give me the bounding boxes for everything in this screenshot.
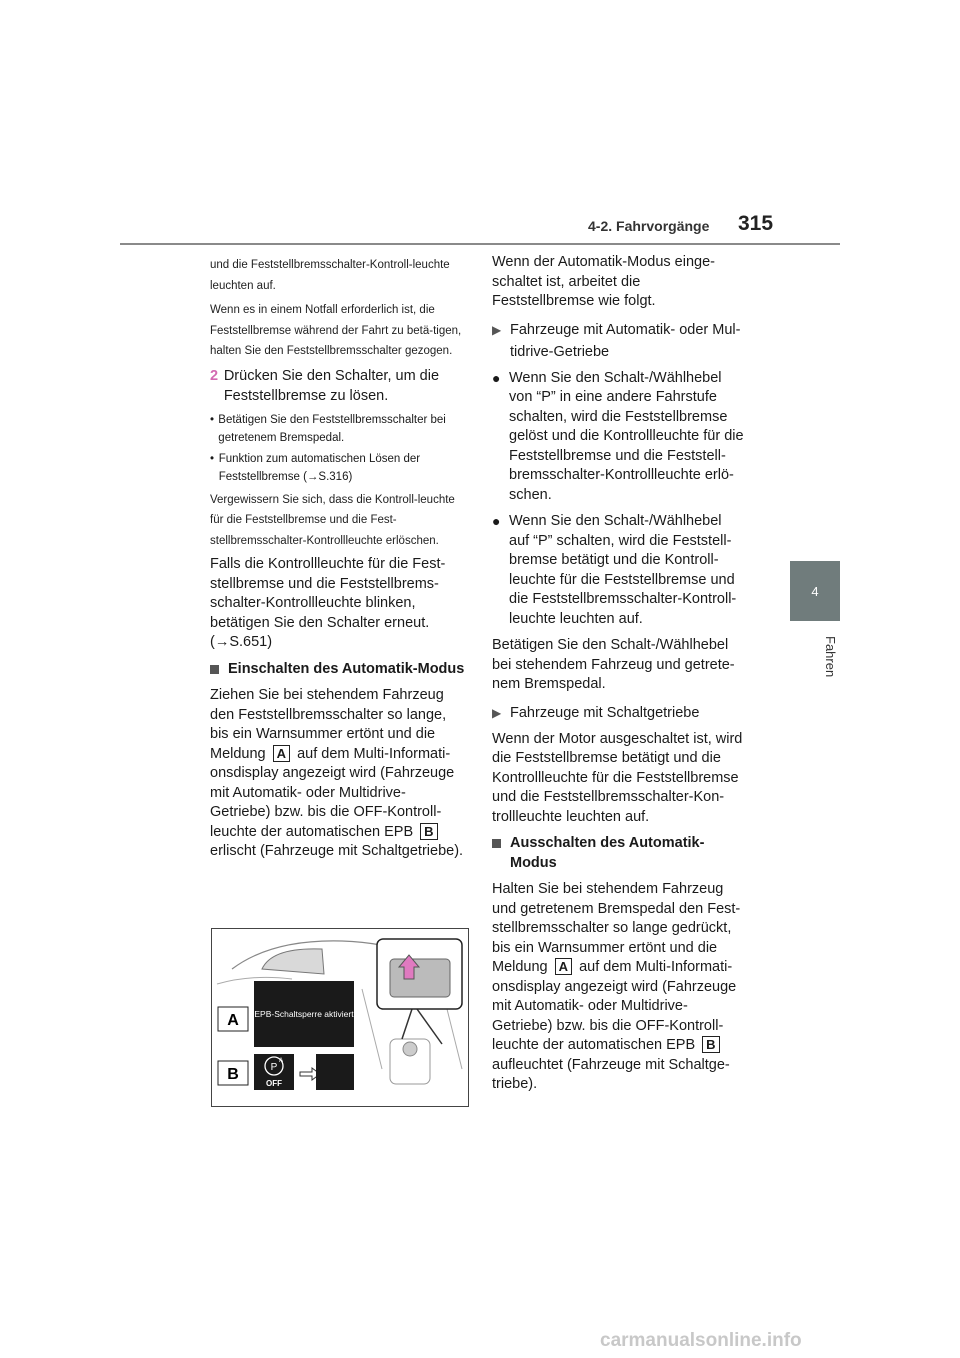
page-reference-link[interactable]: Funktion zum automatischen Lösen der Feststellbremse (→S.316): [218, 452, 421, 483]
text: auf dem Multi-Informati-onsdisplay angezeigt wird (Fahrzeuge mit Automatik- oder Multidrive-Getriebe) bzw. bis die OFF-Kontroll-leuchte der automatischen EPB: [492, 959, 737, 1053]
subheading-text: Ausschalten des Automatik-Modus: [510, 835, 705, 871]
label-b: B: [227, 1066, 239, 1083]
display-message: EPB-Schaltsperre aktiviert: [254, 1009, 354, 1019]
epb-p: P: [270, 1062, 278, 1073]
indicator-off-state: [316, 1054, 354, 1090]
list-item: [492, 369, 744, 506]
text: Halten Sie bei stehendem Fahrzeug und getretenem Bremspedal den Fest-stellbremsschalter so lange gedrückt, bis ein Warnsummer ertönt und die Meldung: [492, 881, 741, 975]
circle-bullet-icon: ●: [492, 513, 501, 529]
vehicle-type-item: [492, 319, 744, 363]
vehicle-type-text: Fahrzeuge mit Schaltgetriebe: [510, 704, 700, 721]
bullet-icon: •: [210, 452, 215, 465]
paragraph: Wenn der Automatik-Modus einge-schaltet ist, arbeitet die Feststellbremse wie folgt.: [492, 254, 715, 309]
triangle-bullet-icon: ▶: [492, 322, 502, 337]
circle-bullet-icon: ●: [492, 369, 501, 386]
step-2: [210, 366, 465, 407]
paragraph: und die Feststellbremsschalter-Kontroll-leuchte leuchten auf.: [210, 259, 450, 292]
illustration: [211, 928, 469, 1107]
header-divider: [120, 243, 840, 245]
paragraph: [210, 686, 465, 862]
cockpit-illustration: [212, 929, 468, 1106]
section-title: 4-2. Fahrvorgänge: [588, 218, 710, 234]
list-item-text: Wenn Sie den Schalt-/Wählhebel auf “P” schalten, wird die Feststell-bremse betätigt und die Kontroll-leuchte für die Feststellbremse und die Feststellbremsschalter-Kontroll-leuchte leuchten auf.: [509, 513, 737, 627]
left-column: [210, 255, 465, 869]
text: erlischt (Fahrzeuge mit Schaltgetriebe).: [210, 843, 464, 859]
parking-brake-switch: [390, 959, 450, 997]
right-column: [492, 253, 744, 1102]
label-a-box: A: [555, 958, 572, 975]
paragraph: [492, 880, 744, 1095]
chapter-label: Fahren: [823, 636, 838, 678]
label-a-box: A: [273, 745, 290, 762]
list-item: [492, 512, 744, 629]
subheading-enable-auto: [210, 660, 465, 680]
callout-line: [402, 1009, 412, 1039]
list-item-text: Betätigen Sie den Feststellbremsschalter bei getretenem Bremspedal.: [218, 413, 446, 444]
label-b-box: B: [420, 823, 437, 840]
subheading-text: Einschalten des Automatik-Modus: [228, 660, 465, 677]
chapter-tab[interactable]: [790, 561, 840, 621]
step-number: 2: [210, 367, 219, 384]
square-bullet-icon: [492, 839, 501, 848]
label-a: A: [227, 1012, 239, 1029]
paragraph: Vergewissern Sie sich, dass die Kontroll-leuchte für die Feststellbremse und die Fest-stellbremsschalter-Kontrollleuchte erlöschen.: [210, 493, 455, 547]
vehicle-type-text: Fahrzeuge mit Automatik- oder Mul-tidrive-Getriebe: [510, 321, 741, 360]
list-item: [210, 411, 465, 448]
text: auf dem Multi-Informati-onsdisplay angezeigt wird (Fahrzeuge mit Automatik- oder Multidrive-Getriebe) bzw. bis die OFF-Kontroll-leuchte der automatischen EPB: [210, 745, 455, 840]
gear-knob: [403, 1042, 417, 1056]
paragraph: Falls die Kontrollleuchte für die Fest-stellbremse und die Feststellbrems-schalter-Kontrollleuchte blinken, betätigen Sie den Schalter erneut. (→S.651): [210, 556, 446, 650]
bullet-icon: •: [210, 413, 215, 426]
list-item: [210, 450, 465, 487]
watermark: carmanualsonline.info: [600, 1330, 802, 1351]
triangle-bullet-icon: ▶: [492, 705, 502, 720]
square-bullet-icon: [210, 665, 219, 674]
epb-a: A: [278, 1058, 284, 1064]
vehicle-type-item: [492, 702, 744, 724]
text: aufleuchtet (Fahrzeuge mit Schaltge-triebe).: [492, 1056, 730, 1092]
page-number: 315: [738, 212, 774, 235]
list-item-text: Wenn Sie den Schalt-/Wählhebel von “P” in eine andere Fahrstufe schalten, wird die Feststellbremse gelöst und die Kontrollleuchte für die Feststellbremse und die Feststell-bremsschalter-Kontrollleuchte erlö-schen.: [509, 369, 744, 503]
paragraph: Wenn es in einem Notfall erforderlich ist, die Feststellbremse während der Fahrt zu betä-tigen, halten Sie den Feststellbremsschalter gezogen.: [210, 304, 462, 357]
paragraph: Wenn der Motor ausgeschaltet ist, wird die Feststellbremse betätigt und die Kontrollleuchte für die Feststellbremse und die Feststellbremsschalter-Kon-trollleuchte leuchten auf.: [492, 730, 743, 825]
text: Ziehen Sie bei stehendem Fahrzeug den Feststellbremsschalter so lange, bis ein Warnsummer ertönt und die Meldung: [210, 687, 447, 762]
chapter-number: 4: [811, 583, 819, 599]
paragraph: Betätigen Sie den Schalt-/Wählhebel bei stehendem Fahrzeug und getrete-nem Bremspedal.: [492, 637, 735, 692]
label-b-box: B: [702, 1036, 719, 1053]
epb-off-text: OFF: [266, 1079, 282, 1088]
step-text: Drücken Sie den Schalter, um die Feststellbremse zu lösen.: [223, 367, 440, 404]
instrument-cluster: [262, 949, 324, 974]
subheading-disable-auto: [492, 834, 744, 873]
